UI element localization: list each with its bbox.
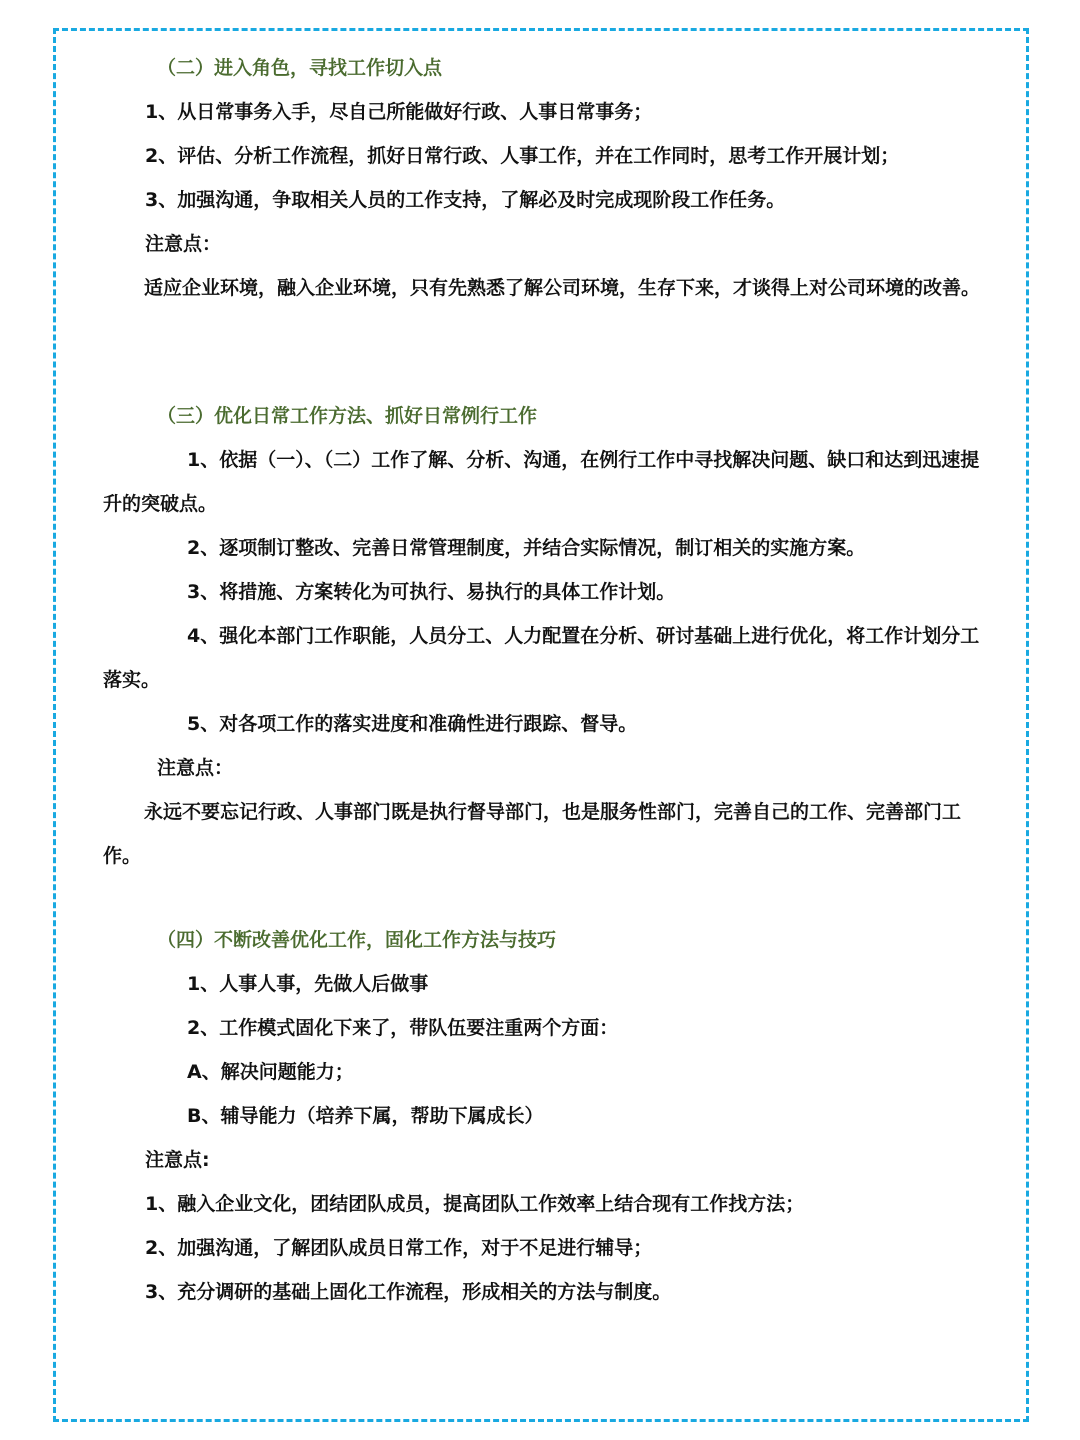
list-item: 1、从日常事务入手，尽自己所能做好行政、人事日常事务； [145, 101, 653, 123]
list-item: B、辅导能力（培养下属，帮助下属成长） [187, 1105, 544, 1127]
list-item: 2、逐项制订整改、完善日常管理制度，并结合实际情况，制订相关的实施方案。 [187, 537, 866, 559]
section-heading-4: （四）不断改善优化工作，固化工作方法与技巧 [157, 929, 557, 951]
note-item: 1、融入企业文化，团结团队成员，提高团队工作效率上结合现有工作找方法； [145, 1193, 805, 1215]
list-item: 2、评估、分析工作流程，抓好日常行政、人事工作，并在工作同时，思考工作开展计划； [145, 145, 900, 167]
note-item: 2、加强沟通，了解团队成员日常工作，对于不足进行辅导； [145, 1237, 653, 1259]
list-item: 4、强化本部门工作职能，人员分工、人力配置在分析、研讨基础上进行优化，将工作计划分工落实。 [103, 625, 980, 691]
note-label: 注意点: [145, 1149, 210, 1171]
list-item: 2、工作模式固化下来了，带队伍要注重两个方面： [187, 1017, 619, 1039]
list-item: A、解决问题能力； [187, 1061, 354, 1083]
note-text: 适应企业环境，融入企业环境，只有先熟悉了解公司环境，生存下来，才谈得上对公司环境的改善。 [144, 277, 981, 299]
note-label: 注意点： [145, 233, 222, 255]
list-item: 3、加强沟通，争取相关人员的工作支持，了解必及时完成现阶段工作任务。 [145, 189, 786, 211]
section-heading-2: （二）进入角色，寻找工作切入点 [157, 57, 443, 79]
section-heading-3: （三）优化日常工作方法、抓好日常例行工作 [157, 405, 538, 427]
list-item: 3、将措施、方案转化为可执行、易执行的具体工作计划。 [187, 581, 676, 603]
note-item: 3、充分调研的基础上固化工作流程，形成相关的方法与制度。 [145, 1281, 672, 1303]
list-item: 1、人事人事，先做人后做事 [187, 973, 429, 995]
note-text: 永远不要忘记行政、人事部门既是执行督导部门，也是服务性部门，完善自己的工作、完善部门工作。 [103, 801, 962, 867]
list-item: 1、依据（一）、（二）工作了解、分析、沟通，在例行工作中寻找解决问题、缺口和达到迅速提升的突破点。 [103, 449, 980, 515]
list-item: 5、对各项工作的落实进度和准确性进行跟踪、督导。 [187, 713, 638, 735]
note-label: 注意点： [157, 757, 234, 779]
